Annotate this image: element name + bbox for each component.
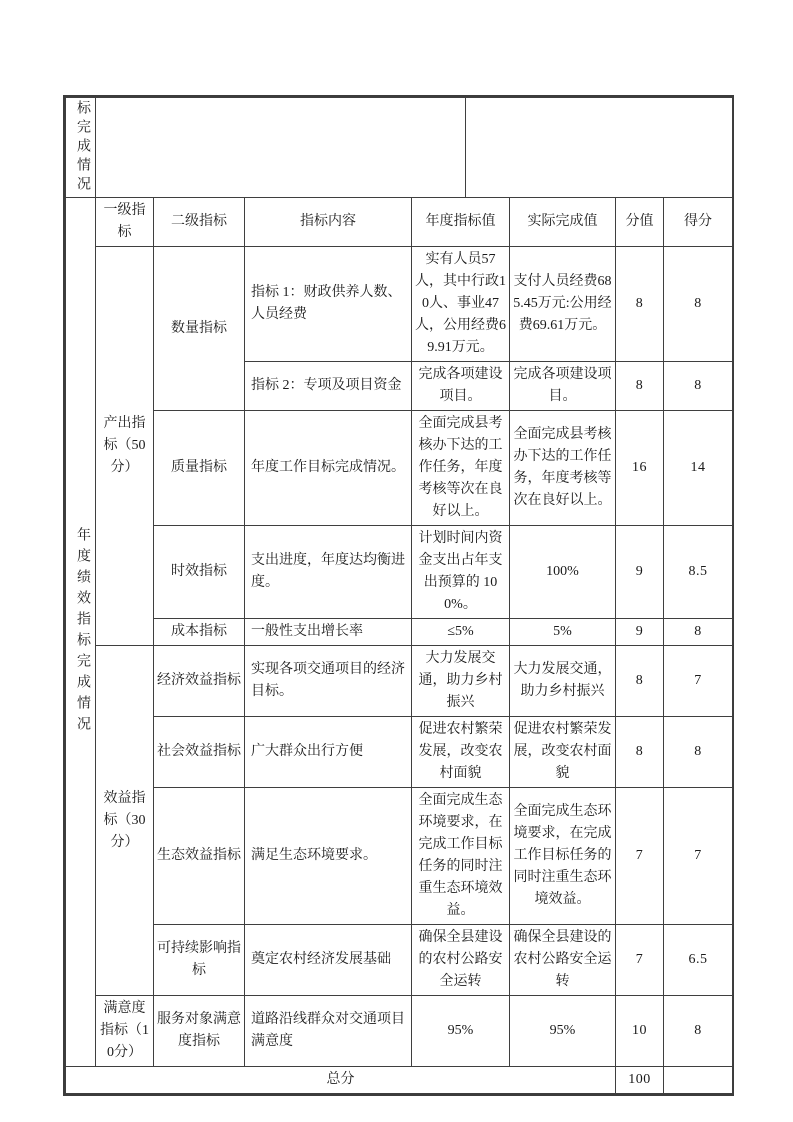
table-row: [66, 619, 733, 646]
earned-social: 8: [664, 717, 733, 788]
annual-economic: 大力发展交通，助力乡村振兴: [412, 646, 510, 717]
level2-cost: 成本指标: [154, 619, 245, 646]
header-row: [66, 198, 733, 247]
content-sustainable: 奠定农村经济发展基础: [245, 925, 412, 996]
actual-indicator2: 完成各项建设项目。: [510, 362, 616, 411]
score-sustainable: 7: [616, 925, 664, 996]
annual-indicator1: 实有人员57人，其中行政10人、事业47人，公用经费69.91万元。: [412, 247, 510, 362]
annual-cost: ≤5%: [412, 619, 510, 646]
earned-ecological: 7: [664, 788, 733, 925]
annual-timeliness: 计划时间内资金支出占年支出预算的 100%。: [412, 526, 510, 619]
top-empty-cell-left: [96, 98, 466, 198]
total-earned: [664, 1067, 733, 1094]
table-row: [66, 247, 733, 362]
earned-satisfaction: 8: [664, 996, 733, 1067]
content-timeliness: 支出进度，年度达均衡进度。: [245, 526, 412, 619]
top-empty-cell-right: [466, 98, 733, 198]
group-satisfaction-indicators: 满意度指标（10分）: [96, 996, 154, 1067]
content-social: 广大群众出行方便: [245, 717, 412, 788]
total-label: 总分: [66, 1067, 616, 1094]
actual-sustainable: 确保全县建设的农村公路安全运转: [510, 925, 616, 996]
content-indicator1: 指标 1：财政供养人数、人员经费: [245, 247, 412, 362]
score-ecological: 7: [616, 788, 664, 925]
score-cost: 9: [616, 619, 664, 646]
level2-ecological: 生态效益指标: [154, 788, 245, 925]
level2-social: 社会效益指标: [154, 717, 245, 788]
score-social: 8: [616, 717, 664, 788]
top-vertical-label: 标完成情况: [75, 100, 90, 195]
total-score: 100: [616, 1067, 664, 1094]
table-row: [66, 788, 733, 925]
annual-social: 促进农村繁荣发展，改变农村面貌: [412, 717, 510, 788]
earned-quality: 14: [664, 411, 733, 526]
earned-timeliness: 8.5: [664, 526, 733, 619]
indicator-table: [65, 197, 733, 1094]
header-earned: 得分: [664, 198, 733, 247]
annual-quality: 全面完成县考核办下达的工作任务，年度考核等次在良好以上。: [412, 411, 510, 526]
earned-cost: 8: [664, 619, 733, 646]
annual-sustainable: 确保全县建设的农村公路安全运转: [412, 925, 510, 996]
header-content: 指标内容: [245, 198, 412, 247]
content-quality: 年度工作目标完成情况。: [245, 411, 412, 526]
score-economic: 8: [616, 646, 664, 717]
header-level1: 一级指标: [96, 198, 154, 247]
earned-sustainable: 6.5: [664, 925, 733, 996]
level2-satisfaction: 服务对象满意度指标: [154, 996, 245, 1067]
content-cost: 一般性支出增长率: [245, 619, 412, 646]
header-level2: 二级指标: [154, 198, 245, 247]
header-score: 分值: [616, 198, 664, 247]
table-row: [66, 925, 733, 996]
left-vertical-label: 年度绩效指标完成情况: [75, 527, 90, 737]
annual-ecological: 全面完成生态环境要求，在完成工作目标任务的同时注重生态环境效益。: [412, 788, 510, 925]
score-quality: 16: [616, 411, 664, 526]
table-row: [66, 646, 733, 717]
actual-economic: 大力发展交通，助力乡村振兴: [510, 646, 616, 717]
top-continuation-section: [65, 97, 733, 198]
earned-indicator2: 8: [664, 362, 733, 411]
level2-quantity: 数量指标: [154, 247, 245, 411]
group-benefit-indicators: 效益指标（30分）: [96, 646, 154, 996]
table-row: [66, 996, 733, 1067]
top-left-vertical-label-cell: [66, 98, 96, 198]
table-row: [66, 411, 733, 526]
score-indicator2: 8: [616, 362, 664, 411]
actual-cost: 5%: [510, 619, 616, 646]
content-economic: 实现各项交通项目的经济目标。: [245, 646, 412, 717]
score-indicator1: 8: [616, 247, 664, 362]
score-satisfaction: 10: [616, 996, 664, 1067]
actual-quality: 全面完成县考核办下达的工作任务，年度考核等次在良好以上。: [510, 411, 616, 526]
header-annual-value: 年度指标值: [412, 198, 510, 247]
content-ecological: 满足生态环境要求。: [245, 788, 412, 925]
group-output-indicators: 产出指标（50分）: [96, 247, 154, 646]
table-row: [66, 526, 733, 619]
annual-indicator2: 完成各项建设项目。: [412, 362, 510, 411]
score-timeliness: 9: [616, 526, 664, 619]
total-row: [66, 1067, 733, 1094]
annual-satisfaction: 95%: [412, 996, 510, 1067]
level2-timeliness: 时效指标: [154, 526, 245, 619]
content-indicator2: 指标 2：专项及项目资金: [245, 362, 412, 411]
level2-sustainable: 可持续影响指标: [154, 925, 245, 996]
table-row: [66, 717, 733, 788]
header-actual-value: 实际完成值: [510, 198, 616, 247]
actual-social: 促进农村繁荣发展，改变农村面貌: [510, 717, 616, 788]
earned-economic: 7: [664, 646, 733, 717]
performance-table: [63, 95, 734, 1096]
actual-ecological: 全面完成生态环境要求，在完成工作目标任务的同时注重生态环境效益。: [510, 788, 616, 925]
level2-quality: 质量指标: [154, 411, 245, 526]
actual-indicator1: 支付人员经费685.45万元:公用经费69.61万元。: [510, 247, 616, 362]
level2-economic: 经济效益指标: [154, 646, 245, 717]
left-vertical-label-cell: [66, 198, 96, 1067]
earned-indicator1: 8: [664, 247, 733, 362]
actual-timeliness: 100%: [510, 526, 616, 619]
content-satisfaction: 道路沿线群众对交通项目满意度: [245, 996, 412, 1067]
actual-satisfaction: 95%: [510, 996, 616, 1067]
